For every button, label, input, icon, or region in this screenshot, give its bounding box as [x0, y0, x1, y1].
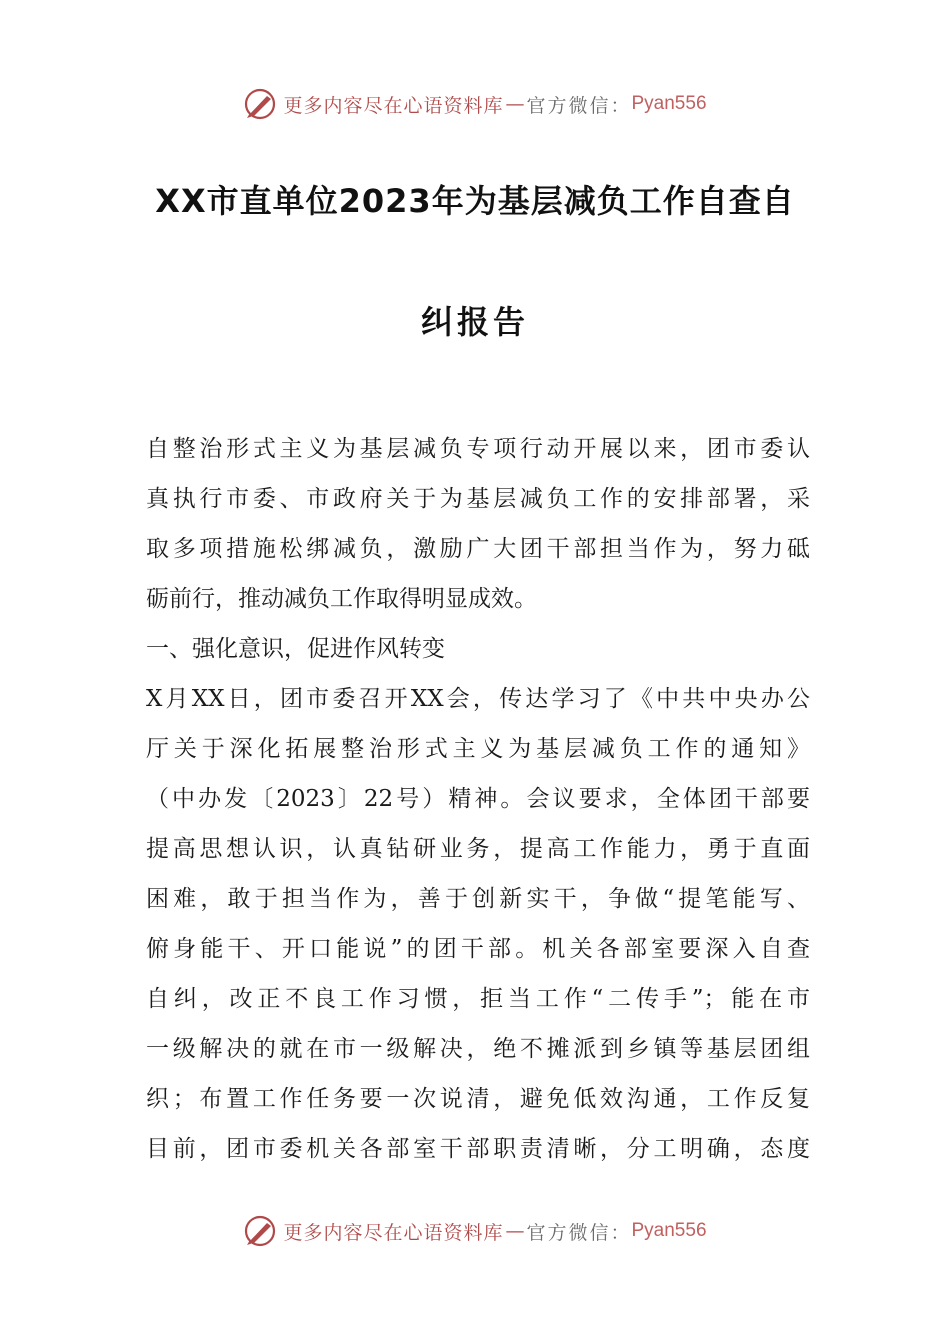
body-line: 一级解决的就在市一级解决，绝不摊派到乡镇等基层团组: [146, 1036, 810, 1062]
body-line: 取多项措施松绑减负，激励广大团干部担当作为，努力砥: [146, 536, 810, 562]
body-line: X月XX日，团市委召开XX会，传达学习了《中共中央办公: [146, 686, 810, 712]
section-heading: 一、强化意识，促进作风转变: [146, 636, 445, 662]
body-line: 俯身能干、开口能说”的团干部。机关各部室要深入自查: [146, 936, 810, 962]
banner-official-label: 官方微信：: [526, 1221, 632, 1244]
body-line: 真执行市委、市政府关于为基层减负工作的安排部署，采: [146, 486, 810, 512]
body-line: 困难，敢于担当作为，善于创新实干，争做“提笔能写、: [146, 886, 810, 912]
banner-wechat-id: Pyan556: [631, 1220, 707, 1241]
document-title-line1: XX市直单位2023年为基层减负工作自查自: [155, 182, 795, 220]
banner-brand-text: 更多内容尽在心语资料库: [283, 94, 504, 117]
banner-official-label: 官方微信：: [526, 94, 632, 117]
header-banner: [0, 84, 950, 124]
body-line: 目前，团市委机关各部室干部职责清晰，分工明确，态度: [146, 1136, 810, 1162]
body-line: 自纠，改正不良工作习惯，拒当工作“二传手”；能在市: [146, 986, 810, 1012]
banner-wechat-id: Pyan556: [631, 93, 707, 114]
document-body: [146, 424, 810, 1174]
body-line: 提高思想认识，认真钻研业务，提高工作能力，勇于直面: [146, 836, 810, 862]
footer-banner: [0, 1211, 950, 1251]
body-line: 织；布置工作任务要一次说清，避免低效沟通，工作反复: [146, 1086, 810, 1112]
body-line: （中办发〔2023〕22号）精神。会议要求，全体团干部要: [146, 786, 810, 812]
body-line: 自整治形式主义为基层减负专项行动开展以来，团市委认: [146, 436, 810, 462]
document-title-line2: 纠报告: [420, 303, 529, 341]
pen-logo-icon: [243, 1214, 277, 1248]
banner-brand-text: 更多内容尽在心语资料库: [283, 1221, 504, 1244]
body-line: 砺前行，推动减负工作取得明显成效。: [146, 586, 537, 612]
pen-logo-icon: [243, 87, 277, 121]
banner-separator: —: [505, 93, 525, 115]
banner-separator: —: [505, 1220, 525, 1242]
body-line: 厅关于深化拓展整治形式主义为基层减负工作的通知》: [146, 736, 810, 762]
